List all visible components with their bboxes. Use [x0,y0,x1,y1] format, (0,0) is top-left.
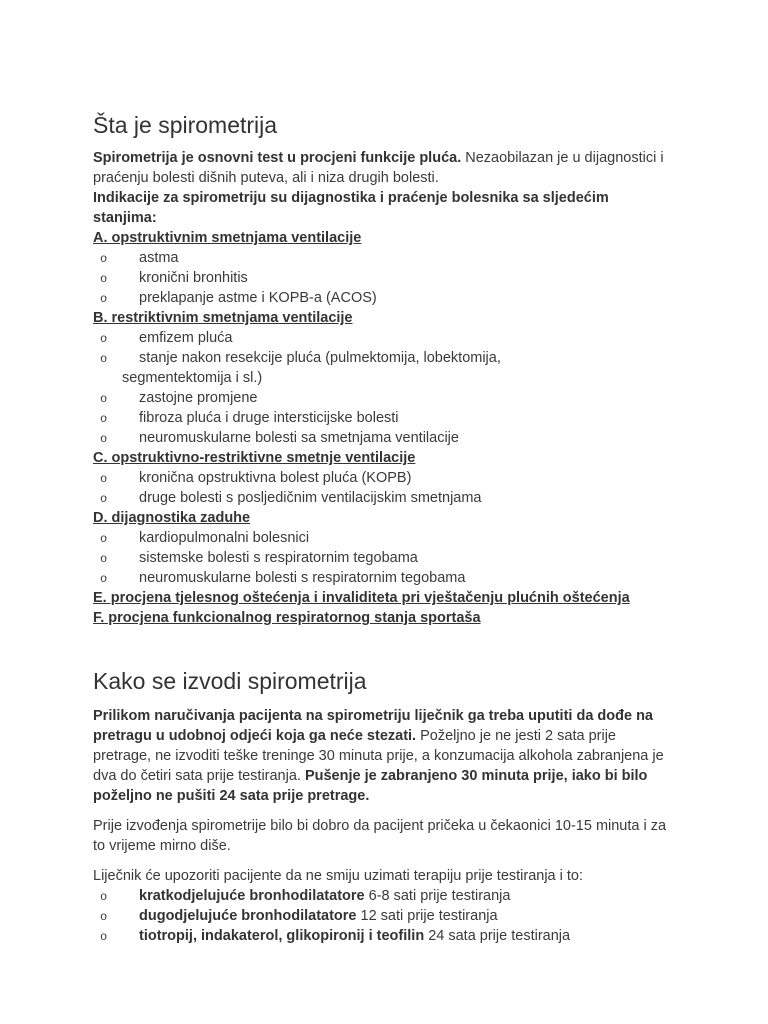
group-heading-c: C. opstruktivno-restriktivne smetnje ventilacije [93,450,416,466]
bullet-icon: o [100,492,108,506]
group-list-d [93,528,673,588]
list-item: o kardiopulmonalni bolesnici [93,528,673,548]
bullet-icon: o [100,432,108,446]
list-item: o emfizem pluća [93,328,673,348]
list-item: o tiotropij, indakaterol, glikopironij i teofilin 24 sata prije testiranja [93,926,673,946]
bullet-icon: o [100,292,108,306]
list-item: o kratkodjelujuće bronhodilatatore 6-8 sati prije testiranja [93,886,673,906]
bullet-icon: o [100,890,108,904]
bullet-icon: o [100,552,108,566]
waiting-paragraph: Prije izvođenja spirometrije bilo bi dobro da pacijent pričeka u čekaonici 10-15 minuta i za to vrijeme mirno diše. [93,818,667,854]
list-item: o kronična opstruktivna bolest pluća (KOPB) [93,468,673,488]
group-heading-a: A. opstruktivnim smetnjama ventilacije [93,230,362,246]
list-item: o neuromuskularne bolesti s respiratornim tegobama [93,568,673,588]
bullet-icon: o [100,532,108,546]
list-item: o astma [93,248,673,268]
list-item: o druge bolesti s posljedičnim ventilacijskim smetnjama [93,488,673,508]
list-item: o sistemske bolesti s respiratornim tegobama [93,548,673,568]
therapy-intro-paragraph: Liječnik će upozoriti pacijente da ne smiju uzimati terapiju prije testiranja i to: [93,868,584,884]
section-title: Kako se izvodi spirometrija [93,668,367,694]
indications-heading: Indikacije za spirometriju su dijagnostika i praćenje bolesnika sa sljedećim stanjima: [93,190,609,226]
intro-paragraph [93,148,673,188]
group-heading-d: D. dijagnostika zaduhe [93,510,251,526]
list-item: o zastojne promjene [93,388,673,408]
section-title: Šta je spirometrija [93,112,278,138]
bullet-icon: o [100,272,108,286]
list-item: o fibroza pluća i druge intersticijske bolesti [93,408,673,428]
group-list-b [93,328,673,448]
list-item-continuation: segmentektomija i sl.) [122,370,263,386]
list-item: o neuromuskularne bolesti sa smetnjama ventilacije [93,428,673,448]
group-heading-e: E. procjena tjelesnog oštećenja i invaliditeta pri vještačenju plućnih oštećenja [93,590,630,606]
therapy-list [93,886,673,946]
bullet-icon: o [100,252,108,266]
list-item: o dugodjelujuće bronhodilatatore 12 sati prije testiranja [93,906,673,926]
intro-text: Nezaobilazan je u dijagnostici i praćenju bolesti dišnih puteva, ali i niza drugih bolesti. [93,150,664,186]
list-item: o kronični bronhitis [93,268,673,288]
group-list-a [93,248,673,308]
bullet-icon: o [100,930,108,944]
bullet-icon: o [100,572,108,586]
preparation-paragraph: Prilikom naručivanja pacijenta na spirometriju liječnik ga treba uputiti da dođe na pretragu u udobnoj odjeći koja ga neće stezati. Poželjno je ne jesti 2 sata prije pretrage, ne izvoditi teške treninge 30 minuta prije, a konzumacija alkohola zabranjena je dva do četiri sata prije testiranja. Pušenje je zabranjeno 30 minuta prije, iako bi bilo poželjno ne pušiti 24 sata prije pretrage. [93,708,664,804]
group-heading-b: B. restriktivnim smetnjama ventilacije [93,310,353,326]
bullet-icon: o [100,472,108,486]
intro-bold-text: Spirometrija je osnovni test u procjeni funkcije pluća. [93,150,462,166]
bullet-icon: o [100,910,108,924]
bullet-icon: o [100,332,108,346]
group-heading-f: F. procjena funkcionalnog respiratornog stanja sportaša [93,610,481,626]
document-page [93,110,673,946]
group-list-c [93,468,673,508]
list-item: o stanje nakon resekcije pluća (pulmektomija, lobektomija, segmentektomija i sl.) [93,348,673,388]
list-item: o preklapanje astme i KOPB-a (ACOS) [93,288,673,308]
bullet-icon: o [100,412,108,426]
bullet-icon: o [100,392,108,406]
bullet-icon: o [100,352,108,366]
